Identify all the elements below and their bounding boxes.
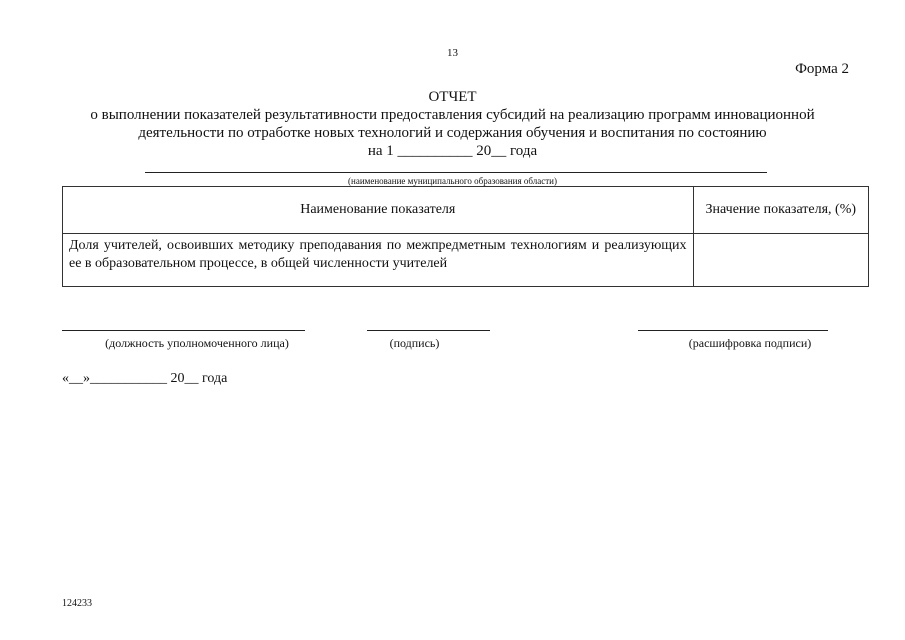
municipality-caption: (наименование муниципального образования области) — [348, 176, 557, 186]
indicator-table — [62, 186, 869, 287]
municipality-name-line — [145, 172, 767, 173]
signing-date-line: «__»___________ 20__ года — [62, 371, 228, 386]
signature-line — [367, 330, 490, 331]
report-heading: ОТЧЕТ — [428, 89, 477, 105]
report-title-line-1: о выполнении показателей результативности предоставления субсидий на реализацию программ инновационной — [90, 107, 815, 123]
position-signature-line — [62, 330, 305, 331]
position-caption: (должность уполномоченного лица) — [105, 336, 289, 350]
header-indicator-name: Наименование показателя — [63, 187, 694, 234]
report-date-line: на 1 __________ 20__ года — [367, 143, 538, 159]
table-row — [63, 234, 869, 287]
indicator-name-cell: Доля учителей, освоивших методику преподавания по межпредметным технологиям и реализующих ее в образовательном процессе, в общей численности учителей — [63, 234, 694, 287]
form-label: Форма 2 — [795, 61, 849, 77]
signature-caption: (подпись) — [389, 336, 440, 350]
decode-signature-line — [638, 330, 828, 331]
table-header-row — [63, 187, 869, 234]
decode-caption: (расшифровка подписи) — [688, 336, 812, 350]
header-indicator-value: Значение показателя, (%) — [693, 187, 868, 234]
report-title-block — [0, 88, 905, 160]
indicator-value-cell — [693, 234, 868, 287]
document-code: 124233 — [62, 598, 92, 609]
report-title-line-2: деятельности по отработке новых технологий и содержания обучения и воспитания по состоянию — [138, 125, 767, 141]
page-number: 13 — [447, 47, 458, 59]
